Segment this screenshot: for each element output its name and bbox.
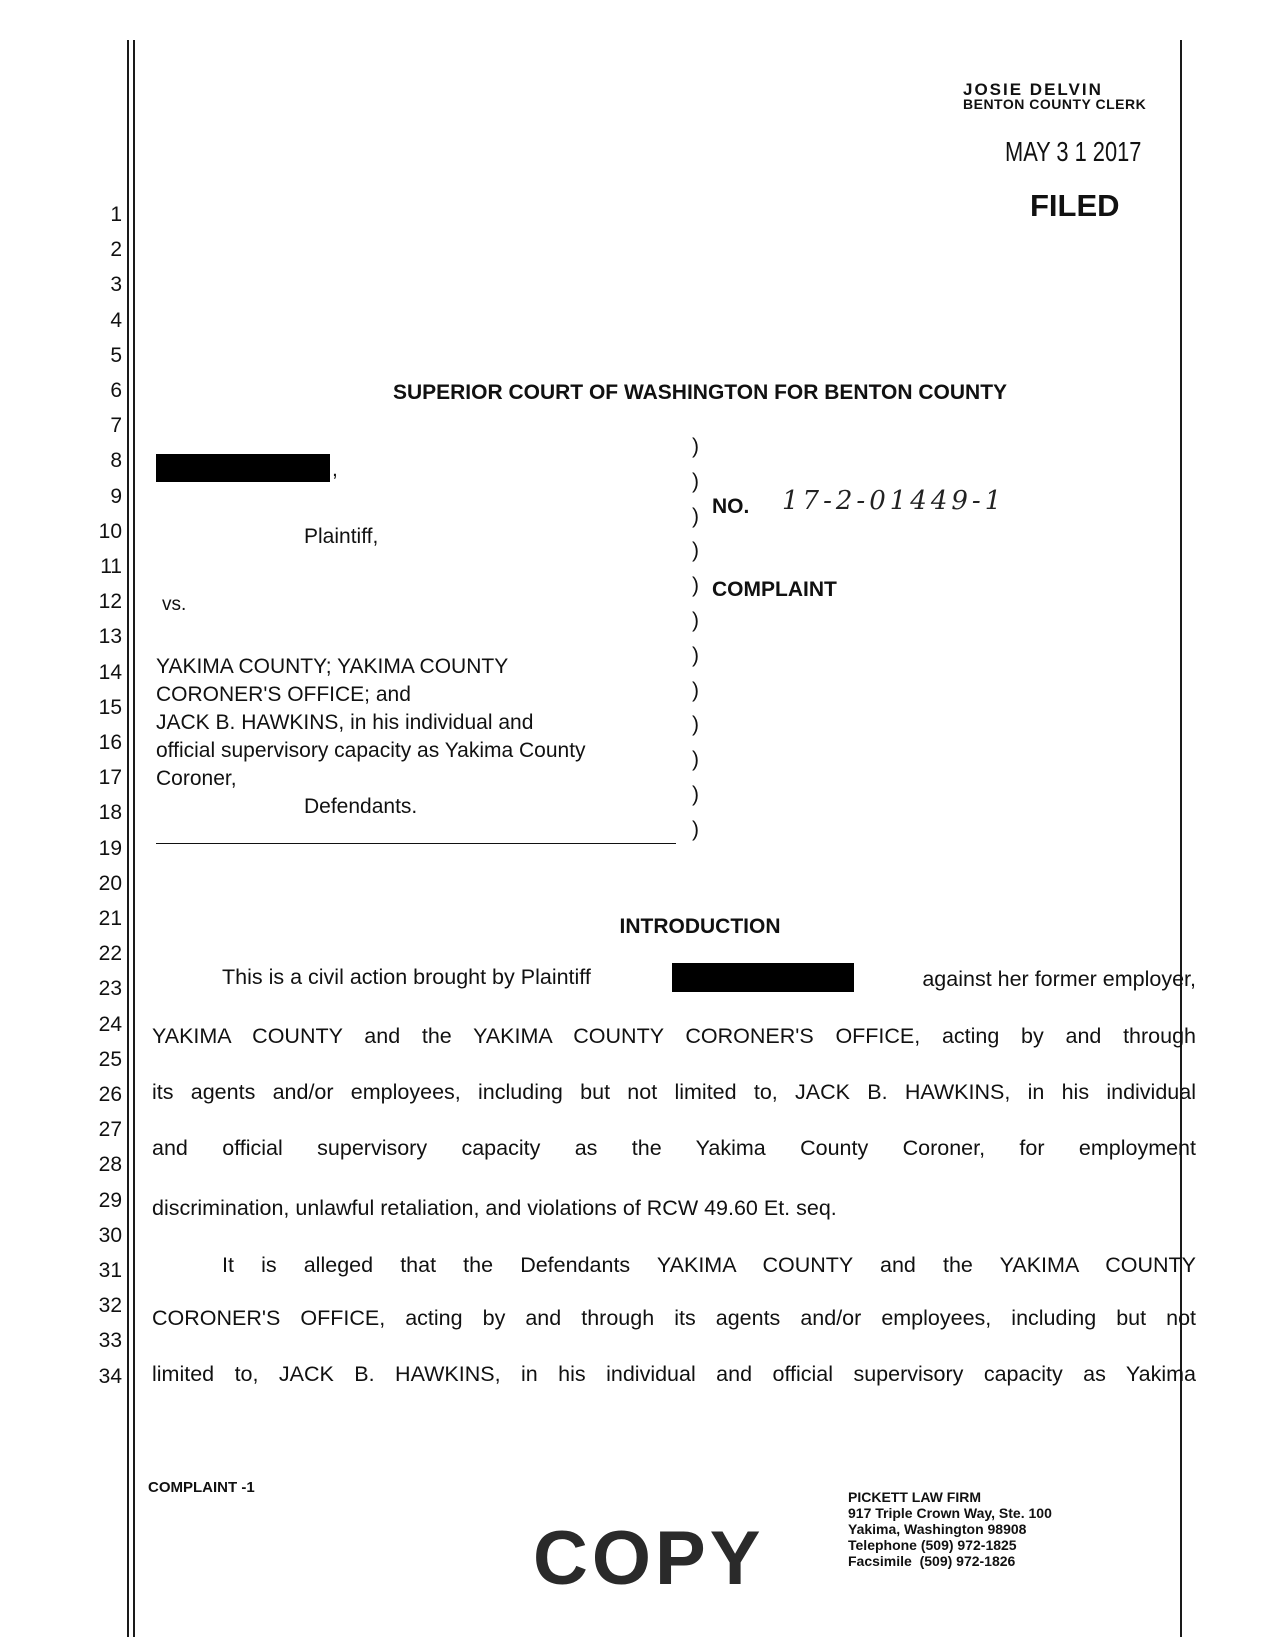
line-number: 23 xyxy=(98,977,122,1001)
p2-line-2: CORONER'S OFFICE, acting by and through its agents and/or employees, including but not xyxy=(152,1306,1196,1330)
line-number: 13 xyxy=(98,625,122,649)
p1-line-1-start: This is a civil action brought by Plaintiff xyxy=(222,965,591,989)
court-title: SUPERIOR COURT OF WASHINGTON FOR BENTON COUNTY xyxy=(392,381,1008,404)
line-number: 17 xyxy=(98,766,122,790)
firm-name: PICKETT LAW FIRM xyxy=(848,1489,981,1505)
defendants-line-5: Coroner, xyxy=(156,767,237,790)
line-number: 32 xyxy=(98,1294,122,1318)
line-number: 5 xyxy=(110,343,122,367)
line-number: 12 xyxy=(98,590,122,614)
left-margin-rule-2 xyxy=(133,40,135,1637)
line-number: 20 xyxy=(98,871,122,895)
firm-address-line-2: Yakima, Washington 98908 xyxy=(848,1521,1027,1537)
defendants-line-2: CORONER'S OFFICE; and xyxy=(156,683,411,706)
p1-line-1-end: against her former employer, xyxy=(922,967,1196,991)
firm-telephone: Telephone (509) 972-1825 xyxy=(848,1537,1017,1553)
line-number: 19 xyxy=(98,836,122,860)
line-number: 1 xyxy=(110,203,122,226)
line-number: 33 xyxy=(98,1329,122,1353)
line-number: 4 xyxy=(110,308,122,332)
line-number: 29 xyxy=(98,1188,122,1212)
line-number: 21 xyxy=(98,907,122,930)
document-title: COMPLAINT xyxy=(712,578,837,601)
caption-paren: ) xyxy=(692,609,699,632)
line-number: 16 xyxy=(98,731,122,754)
defendants-line-4: official supervisory capacity as Yakima County xyxy=(156,739,586,762)
caption-paren: ) xyxy=(692,469,699,493)
caption-paren: ) xyxy=(692,678,699,702)
plaintiff-suffix: , xyxy=(332,458,338,481)
caption-paren: ) xyxy=(692,748,699,772)
line-number: 18 xyxy=(98,801,122,825)
line-number: 25 xyxy=(98,1047,122,1071)
clerk-name: JOSIE DELVIN xyxy=(963,80,1103,99)
defendants-line-3: JACK B. HAWKINS, in his individual and xyxy=(156,711,534,734)
line-number: 10 xyxy=(98,519,122,543)
p1-line-2: YAKIMA COUNTY and the YAKIMA COUNTY CORONER'S OFFICE, acting by and through xyxy=(152,1024,1196,1048)
line-number: 8 xyxy=(110,449,122,473)
line-number: 27 xyxy=(98,1118,122,1142)
line-number: 28 xyxy=(98,1153,122,1177)
left-margin-rule-1 xyxy=(127,40,129,1637)
line-number: 14 xyxy=(98,660,122,684)
vs-label: vs. xyxy=(162,594,187,615)
p1-line-3: its agents and/or employees, including but not limited to, JACK B. HAWKINS, in his individual xyxy=(152,1080,1196,1104)
line-number: 15 xyxy=(98,695,122,719)
caption-paren: ) xyxy=(692,817,699,841)
filed-stamp: FILED xyxy=(1030,188,1120,223)
caption-paren: ) xyxy=(692,713,699,737)
defendants-line-1: YAKIMA COUNTY; YAKIMA COUNTY xyxy=(156,655,509,678)
p1-line-5: discrimination, unlawful retaliation, and violations of RCW 49.60 Et. seq. xyxy=(152,1196,837,1220)
caption-paren: ) xyxy=(692,574,699,598)
line-number: 26 xyxy=(98,1083,122,1106)
firm-address-line-1: 917 Triple Crown Way, Ste. 100 xyxy=(848,1505,1052,1521)
line-number: 24 xyxy=(98,1012,122,1036)
copy-stamp: COPY xyxy=(533,1516,765,1601)
redacted-plaintiff-name xyxy=(156,454,330,482)
line-number: 6 xyxy=(110,379,122,402)
filed-date: MAY 3 1 2017 xyxy=(1005,136,1142,167)
caption-paren: ) xyxy=(692,783,699,806)
footer-page-label: COMPLAINT -1 xyxy=(148,1479,255,1496)
p2-line-1: It is alleged that the Defendants YAKIMA COUNTY and the YAKIMA COUNTY xyxy=(222,1253,1196,1277)
plaintiff-label: Plaintiff, xyxy=(304,525,379,548)
line-number: 3 xyxy=(110,273,122,297)
caption-paren: ) xyxy=(692,643,699,667)
line-number: 30 xyxy=(98,1223,122,1247)
section-heading: INTRODUCTION xyxy=(619,915,781,938)
clerk-title: BENTON COUNTY CLERK xyxy=(963,96,1147,112)
p2-line-3: limited to, JACK B. HAWKINS, in his individual and official supervisory capacity as Yakima xyxy=(152,1362,1196,1386)
line-number: 31 xyxy=(98,1259,122,1282)
line-number: 11 xyxy=(100,555,122,578)
caption-paren: ) xyxy=(692,435,699,458)
line-number: 9 xyxy=(110,484,122,508)
caption-underline xyxy=(156,843,676,844)
case-number-handwritten: 17-2-01449-1 xyxy=(782,486,1006,516)
p1-line-4: and official supervisory capacity as the Yakima County Coroner, for employment xyxy=(152,1136,1196,1160)
firm-facsimile: Facsimile (509) 972-1826 xyxy=(848,1553,1016,1569)
caption-paren: ) xyxy=(692,539,699,563)
line-number: 7 xyxy=(110,414,122,438)
line-number: 34 xyxy=(98,1364,122,1388)
redacted-plaintiff-name-body xyxy=(672,963,854,992)
line-number: 2 xyxy=(110,238,122,262)
caption-paren: ) xyxy=(692,504,699,528)
defendants-label: Defendants. xyxy=(304,795,418,818)
case-number-label: NO. xyxy=(712,495,750,518)
line-number: 22 xyxy=(98,942,122,966)
